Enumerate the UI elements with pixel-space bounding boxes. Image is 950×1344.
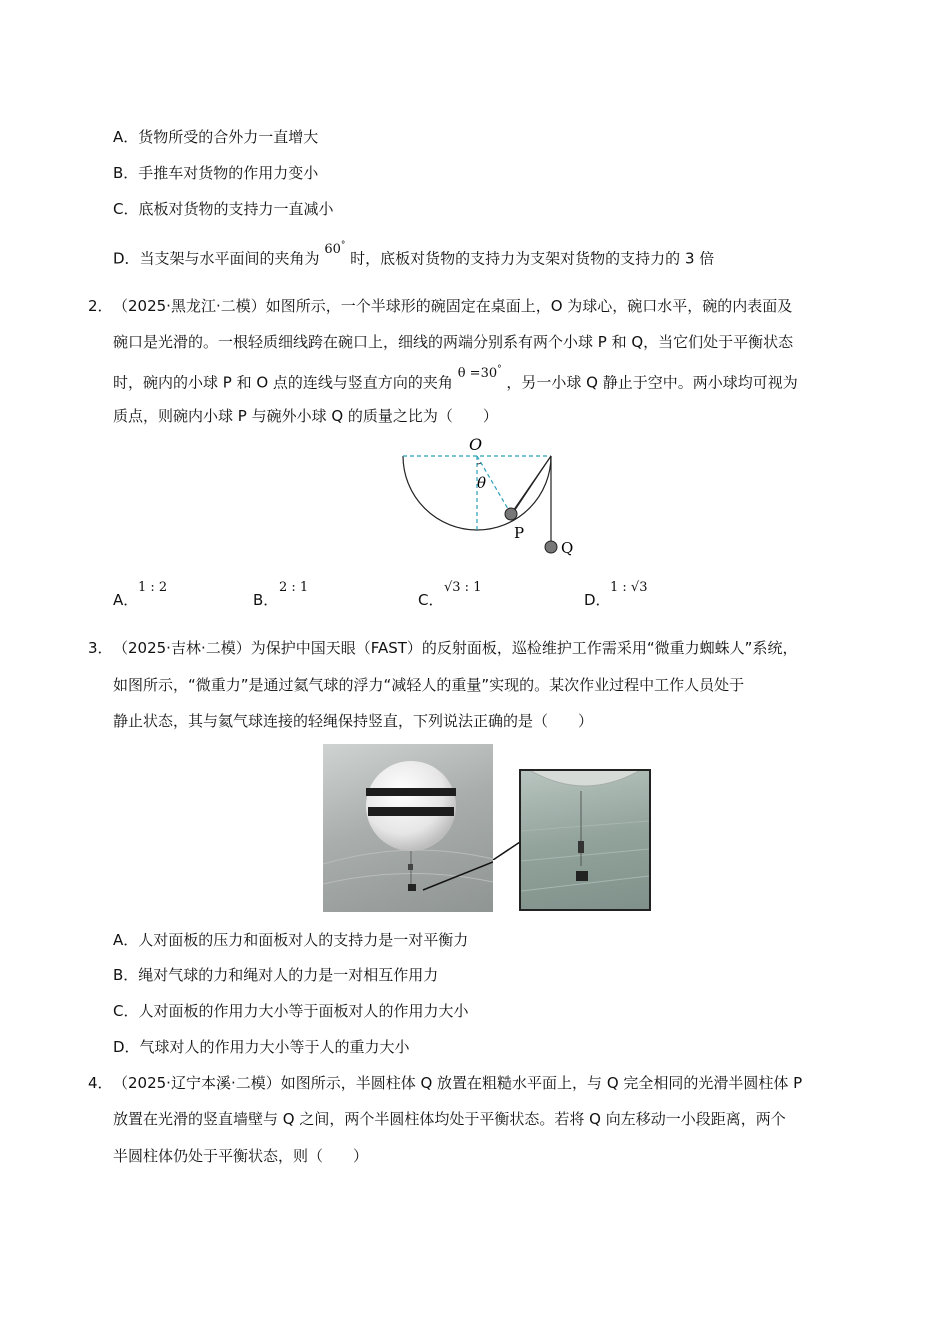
fast-balloon-photo (323, 744, 493, 912)
label-o: O (469, 435, 483, 454)
q2-option-a-letter: A． (113, 591, 139, 609)
q1-option-a: A．货物所受的合外力一直增大 (113, 128, 319, 146)
bowl-diagram (395, 432, 585, 562)
q4-stem-line3: 半圆柱体仍处于平衡状态，则（ ） (113, 1147, 369, 1165)
q3-option-b: B．绳对气球的力和绳对人的力是一对相互作用力 (113, 966, 439, 984)
q3-option-c: C．人对面板的作用力大小等于面板对人的作用力大小 (113, 1002, 469, 1020)
worker-figure (408, 884, 416, 891)
label-q: Q (561, 539, 574, 557)
balloon-stripe-bottom (368, 807, 454, 816)
q3-stem-line3: 静止状态，其与氦气球连接的轻绳保持竖直，下列说法正确的是（ ） (113, 712, 594, 730)
q4-number: 4． (88, 1074, 113, 1092)
fast-worker-closeup-photo (519, 769, 651, 911)
q2-option-c-value: √3 : 1 (444, 580, 482, 595)
q2-option-d-value: 1 : √3 (610, 580, 648, 595)
q1-option-b: B．手推车对货物的作用力变小 (113, 164, 319, 182)
balloon (366, 761, 456, 851)
q1-option-d-prefix: D．当支架与水平面间的夹角为 (113, 249, 320, 268)
q3-option-d: D．气球对人的作用力大小等于人的重力大小 (113, 1038, 410, 1056)
q3-option-a: A．人对面板的压力和面板对人的支持力是一对平衡力 (113, 931, 469, 949)
label-p: P (514, 524, 525, 542)
label-theta: θ (477, 474, 487, 492)
q3-number: 3． (88, 639, 113, 657)
closeup-worker (576, 871, 588, 881)
q3-stem-line2: 如图所示，“微重力”是通过氦气球的浮力“减轻人的重量”实现的。某次作业过程中工作人员处于 (113, 676, 745, 694)
q1-option-d (113, 241, 715, 270)
ball-p (505, 508, 517, 520)
q4-stem-line2: 放置在光滑的竖直墙壁与 Q 之间，两个半圆柱体均处于平衡状态。若将 Q 向左移动一小段距离，两个 (113, 1110, 786, 1128)
q1-option-d-angle: 60° (324, 241, 346, 258)
q2-stem-line3-prefix: 时，碗内的小球 P 和 O 点的连线与竖直方向的夹角 (113, 373, 453, 392)
q2-option-c-letter: C． (418, 591, 444, 609)
q2-option-b-letter: B． (253, 591, 279, 609)
q2-option-b-value: 2 : 1 (279, 580, 309, 595)
q3-stem-line1: （2025·吉林·二模）为保护中国天眼（FAST）的反射面板，巡检维护工作需采用“微重力蜘蛛人”系统， (113, 639, 798, 657)
q2-option-d-letter: D． (584, 591, 611, 609)
angle-arc (477, 463, 481, 464)
q2-stem-line1: （2025·黑龙江·二模）如图所示，一个半球形的碗固定在桌面上，O 为球心，碗口水平，碗的内表面及 (113, 297, 793, 315)
balloon-stripe-top (366, 788, 456, 796)
q2-option-a-value: 1 : 2 (138, 580, 168, 595)
ball-q (545, 541, 557, 553)
closeup-illustration (521, 771, 649, 909)
q2-theta-equation: θ =30° (457, 365, 502, 382)
q2-stem-line3-suffix: ，另一小球 Q 静止于空中。两小球均可视为 (506, 373, 798, 392)
q2-stem-line3 (113, 365, 798, 394)
q2-stem-line4: 质点，则碗内小球 P 与碗外小球 Q 的质量之比为（ ） (113, 407, 498, 425)
q4-stem-line1: （2025·辽宁本溪·二模）如图所示，半圆柱体 Q 放置在粗糙水平面上，与 Q 完全相同的光滑半圆柱体 P (113, 1074, 803, 1092)
q1-option-d-suffix: 时，底板对货物的支持力为支架对货物的支持力的 3 倍 (350, 249, 715, 268)
q1-option-c: C．底板对货物的支持力一直减小 (113, 200, 334, 218)
q2-number: 2． (88, 297, 113, 315)
balloon-illustration (323, 744, 493, 912)
q2-stem-line2: 碗口是光滑的。一根轻质细线跨在碗口上，细线的两端分别系有两个小球 P 和 Q，当它们处于平衡状态 (113, 333, 794, 351)
